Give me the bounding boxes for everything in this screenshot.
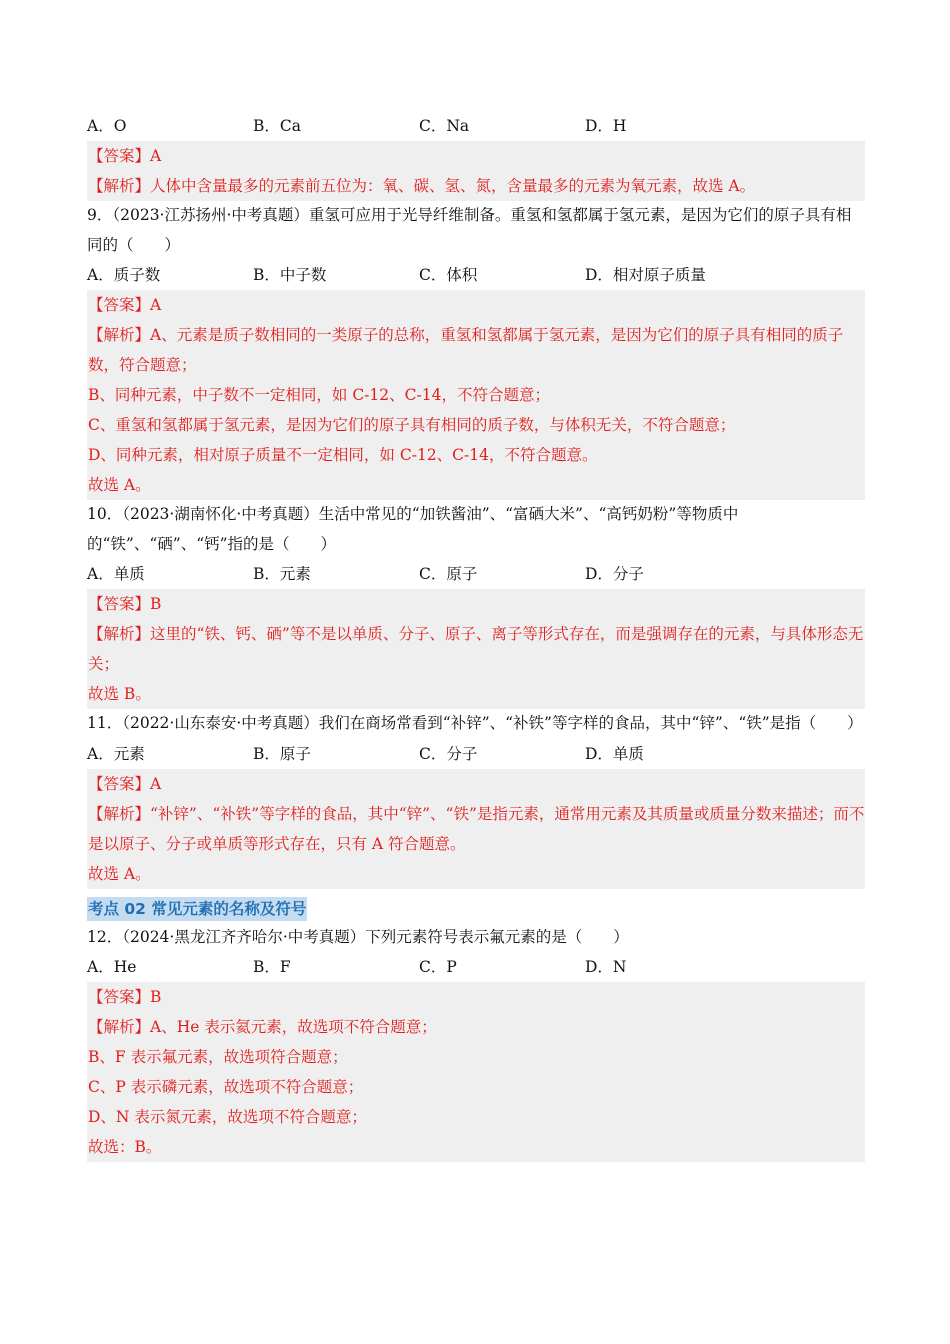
q10-question: 10．（2023·湖南怀化·中考真题）生活中常见的“加铁酱油”、“富硒大米”、“高钙奶粉”等物质中的“铁”、“硒”、“钙”指的是（ ） bbox=[87, 505, 739, 553]
analysis-line: B、同种元素，中子数不一定相同，如 C-12、C-14，不符合题意； bbox=[88, 386, 550, 404]
q9-question: 9．（2023·江苏扬州·中考真题）重氢可应用于光导纤维制备。重氢和氢都属于氢元素，是因为它们的原子具有相同的（ ） bbox=[87, 206, 852, 254]
q10-options bbox=[87, 559, 865, 589]
analysis-line: C、P 表示磷元素，故选项不符合题意； bbox=[88, 1078, 364, 1096]
option-d: D．N bbox=[585, 958, 627, 976]
q11-options bbox=[87, 739, 865, 769]
option-c: C．体积 bbox=[419, 266, 478, 284]
q12-answer-block bbox=[87, 982, 865, 1162]
analysis-line: 【解析】“补锌”、“补铁”等字样的食品，其中“锌”、“铁”是指元素，通常用元素及其质量或质量分数来描述；而不是以原子、分子或单质等形式存在，只有 A 符合题意。 bbox=[88, 804, 865, 853]
answer-line: 【答案】A bbox=[88, 774, 162, 793]
analysis-line: 故选 B。 bbox=[88, 685, 151, 703]
analysis-line: 【解析】A、He 表示氦元素，故选项不符合题意； bbox=[88, 1018, 437, 1036]
analysis-line: D、N 表示氮元素，故选项不符合题意； bbox=[88, 1108, 367, 1126]
option-d: D．H bbox=[585, 117, 627, 135]
q11-answer-block bbox=[87, 769, 865, 889]
analysis-line: 故选 A。 bbox=[88, 864, 151, 883]
topic-heading: 考点 02 常见元素的名称及符号 bbox=[87, 897, 307, 921]
answer-line: 【答案】B bbox=[88, 988, 162, 1006]
q9-answer-block bbox=[87, 290, 865, 500]
analysis-line: 【解析】A、元素是质子数相同的一类原子的总称，重氢和氢都属于氢元素，是因为它们的原子具有相同的质子数，符合题意； bbox=[88, 326, 844, 374]
analysis-line: 故选 A。 bbox=[88, 476, 151, 494]
option-b: B．中子数 bbox=[253, 266, 327, 284]
option-d: D．相对原子质量 bbox=[585, 266, 706, 284]
q8-answer-block bbox=[87, 141, 865, 201]
answer-line: 【答案】B bbox=[88, 595, 162, 613]
q8-options bbox=[87, 111, 865, 141]
option-b: B．元素 bbox=[253, 565, 311, 583]
answer-line: 【答案】A bbox=[88, 296, 162, 314]
option-c: C．原子 bbox=[419, 565, 478, 583]
option-a: A．He bbox=[87, 958, 137, 976]
q12-options bbox=[87, 952, 865, 982]
analysis-line: 【解析】这里的“铁、钙、硒”等不是以单质、分子、原子、离子等形式存在，而是强调存在的元素，与具体形态无关； bbox=[88, 625, 864, 673]
q12-question: 12．（2024·黑龙江齐齐哈尔·中考真题）下列元素符号表示氟元素的是（ ） bbox=[87, 927, 629, 946]
answer-line: 【答案】A bbox=[88, 147, 162, 165]
option-c: C．Na bbox=[419, 117, 470, 135]
analysis-line: D、同种元素，相对原子质量不一定相同，如 C-12、C-14，不符合题意。 bbox=[88, 446, 598, 464]
option-a: A．O bbox=[87, 117, 127, 135]
q11-question: 11．（2022·山东泰安·中考真题）我们在商场常看到“补锌”、“补铁”等字样的食品，其中“锌”、“铁”是指（ ） bbox=[87, 714, 863, 732]
analysis-line: C、重氢和氢都属于氢元素，是因为它们的原子具有相同的质子数，与体积无关，不符合题意； bbox=[88, 416, 736, 434]
analysis-line: 故选：B。 bbox=[88, 1138, 162, 1156]
analysis-line: 【解析】人体中含量最多的元素前五位为：氧、碳、氢、氮，含量最多的元素为氧元素，故选 A。 bbox=[88, 177, 756, 195]
q9-options bbox=[87, 260, 865, 290]
option-a: A．质子数 bbox=[87, 266, 161, 284]
option-d: D．分子 bbox=[585, 565, 644, 583]
option-d: D．单质 bbox=[585, 744, 644, 763]
analysis-line: B、F 表示氟元素，故选项符合题意； bbox=[88, 1048, 348, 1066]
option-c: C．P bbox=[419, 958, 457, 976]
option-a: A．元素 bbox=[87, 744, 145, 763]
option-a: A．单质 bbox=[87, 565, 145, 583]
option-b: B．F bbox=[253, 958, 291, 976]
content bbox=[87, 111, 865, 1162]
option-c: C．分子 bbox=[419, 744, 478, 763]
option-b: B．Ca bbox=[253, 117, 301, 135]
q10-answer-block bbox=[87, 589, 865, 709]
option-b: B．原子 bbox=[253, 744, 311, 763]
